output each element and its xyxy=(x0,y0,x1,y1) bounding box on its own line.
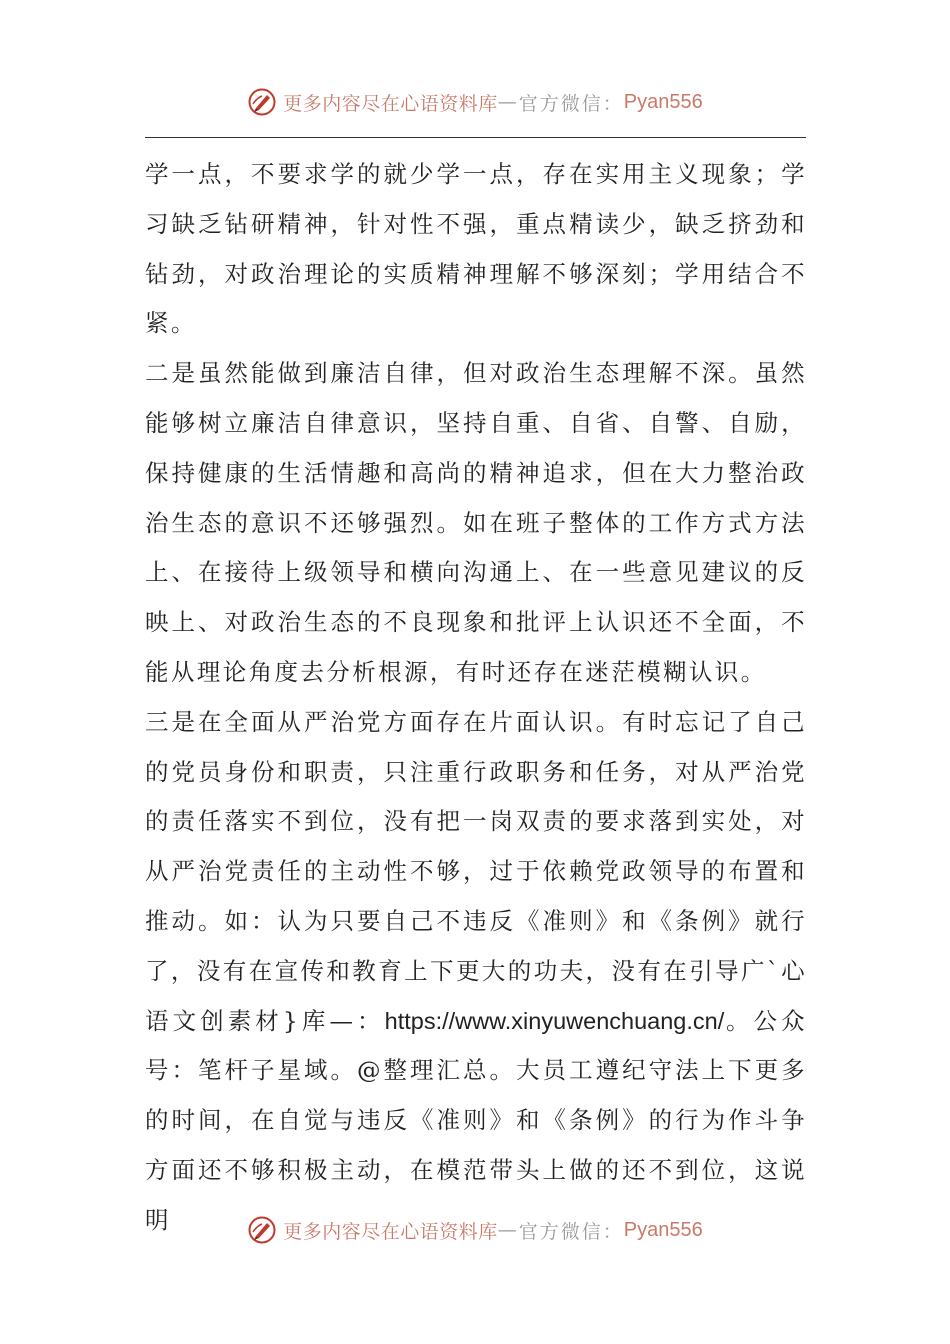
watermark-dash: — xyxy=(497,91,519,113)
header-watermark xyxy=(0,82,950,122)
watermark-main-text: 更多内容尽在心语资料库 xyxy=(283,92,498,115)
watermark-dash: — xyxy=(497,1219,519,1241)
pen-logo-icon xyxy=(247,87,277,117)
website-url: https://www.xinyuwenchuang.cn/ xyxy=(384,1007,725,1034)
paragraph-1: 学一点，不要求学的就少学一点，存在实用主义现象；学习缺乏钻研精神，针对性不强，重点精读少，缺乏挤劲和钻劲，对政治理论的实质精神理解不够深刻；学用结合不紧。 xyxy=(145,160,807,338)
footer-watermark xyxy=(0,1210,950,1250)
watermark-sub-text: 官方微信： xyxy=(518,92,624,115)
paragraph-2: 二是虽然能做到廉洁自律，但对政治生态理解不深。虽然能够树立廉洁自律意识，坚持自重、自省、自警、自励，保持健康的生活情趣和高尚的精神追求，但在大力整治政治生态的意识不还够强烈。如在班子整体的工作方式方法上、在接待上级领导和横向沟通上、在一些意见建议的反映上、对政治生态的不良现象和批评上认识还不全面，不能从理论角度去分析根源，有时还存在迷茫模糊认识。 xyxy=(145,359,807,686)
watermark-main-text: 更多内容尽在心语资料库 xyxy=(283,1220,498,1243)
watermark-wechat-id: Pyan556 xyxy=(623,90,703,113)
paragraph-3 xyxy=(145,698,807,1246)
watermark-wechat-id: Pyan556 xyxy=(623,1218,703,1241)
document-body xyxy=(145,150,807,1246)
paragraph-3-part-1: 三是在全面从严治党方面存在片面认识。有时忘记了自己的党员身份和职责，只注重行政职务和任务，对从严治党的责任落实不到位，没有把一岗双责的要求落到实处，对从严治党责任的主动性不够，过于依赖党政领导的布置和推动。如：认为只要自己不违反《准则》和《条例》就行了，没有在宣传和教育上下更大的功夫，没有在引导广`心语文创素材}库—： xyxy=(145,707,807,1035)
header-divider xyxy=(145,137,806,138)
paragraph-3-part-2: 。公众号：笔杆子星域。@整理汇总。大员工遵纪守法上下更多的时间，在自觉与违反《准则》和《条例》的行为作斗争方面还不够积极主动，在模范带头上做的还不到位，这说明 xyxy=(145,1006,807,1234)
watermark-sub-text: 官方微信： xyxy=(518,1220,624,1243)
pen-logo-icon xyxy=(247,1215,277,1245)
